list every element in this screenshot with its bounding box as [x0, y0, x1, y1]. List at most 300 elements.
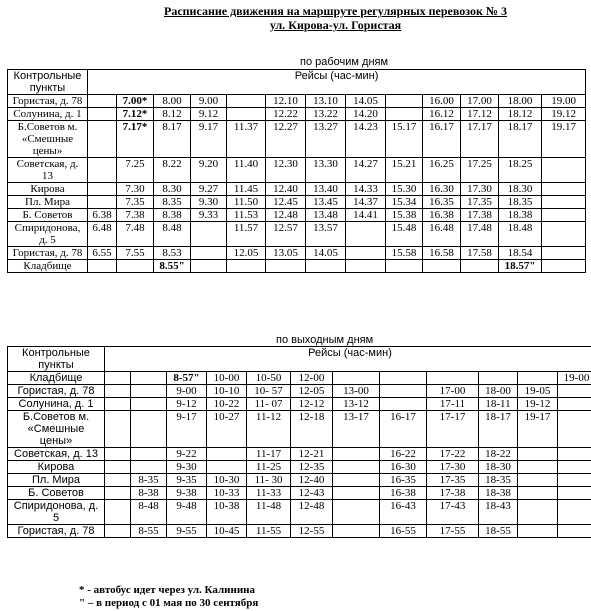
time-cell: 6.55 [88, 247, 117, 260]
time-cell: 18.57" [499, 260, 542, 273]
time-cell: 11- 07 [247, 398, 291, 411]
time-cell: 14.05 [346, 95, 386, 108]
time-cell: 9-38 [167, 487, 207, 500]
table-row [8, 247, 586, 260]
table-row [8, 260, 586, 273]
stop-name: Б.Советов м. «Смешные цены» [8, 121, 88, 158]
time-cell [558, 385, 591, 398]
time-cell [131, 461, 167, 474]
time-cell [333, 448, 380, 461]
time-cell: 14.37 [346, 196, 386, 209]
time-cell [518, 525, 558, 538]
time-cell: 8.55" [154, 260, 191, 273]
time-cell [333, 474, 380, 487]
time-cell: 7.00* [117, 95, 154, 108]
time-cell: 12-35 [291, 461, 333, 474]
time-cell: 16-30 [380, 461, 427, 474]
time-cell [518, 461, 558, 474]
time-cell [207, 461, 247, 474]
time-cell: 12-12 [291, 398, 333, 411]
runs-header [88, 70, 586, 95]
time-cell [207, 448, 247, 461]
time-cell: 16.12 [423, 108, 461, 121]
time-cell [558, 448, 591, 461]
time-cell [333, 372, 380, 385]
time-cell: 8.12 [154, 108, 191, 121]
time-cell: 17-35 [427, 474, 479, 487]
runs-header-text: Рейсы (час-мин) [308, 347, 392, 359]
time-cell: 13.40 [306, 183, 346, 196]
time-cell: 16.58 [423, 247, 461, 260]
stop-name: Советская, д. 13 [8, 448, 105, 461]
time-cell: 13.57 [306, 222, 346, 247]
time-cell: 10-10 [207, 385, 247, 398]
time-cell: 16.25 [423, 158, 461, 183]
time-cell: 18-22 [479, 448, 518, 461]
time-cell: 18.12 [499, 108, 542, 121]
time-cell [191, 222, 227, 247]
weekday-caption: по рабочим дням [300, 56, 389, 68]
time-cell [542, 196, 586, 209]
time-cell: 16-43 [380, 500, 427, 525]
time-cell: 16.38 [423, 209, 461, 222]
time-cell: 18-43 [479, 500, 518, 525]
time-cell: 8-57" [167, 372, 207, 385]
table-row [8, 487, 591, 500]
stop-name: Спиридонова, д. 5 [8, 222, 88, 247]
weekday-schedule-table [7, 69, 586, 273]
time-cell: 19-17 [518, 411, 558, 448]
stop-name: Кирова [8, 461, 105, 474]
time-cell: 19.17 [542, 121, 586, 158]
time-cell: 18-30 [479, 461, 518, 474]
time-cell: 14.23 [346, 121, 386, 158]
table-row [8, 448, 591, 461]
time-cell: 15.17 [386, 121, 423, 158]
time-cell [105, 385, 131, 398]
stop-name: Б. Советов [8, 487, 105, 500]
time-cell [346, 260, 386, 273]
time-cell [346, 247, 386, 260]
time-cell: 8.00 [154, 95, 191, 108]
time-cell: 15.38 [386, 209, 423, 222]
weekend-header-row [8, 347, 591, 372]
time-cell [380, 372, 427, 385]
time-cell: 15.34 [386, 196, 423, 209]
time-cell: 6.48 [88, 222, 117, 247]
runs-header [105, 347, 591, 372]
time-cell [542, 247, 586, 260]
stop-name: Пл. Мира [8, 474, 105, 487]
stop-name: Кладбище [8, 372, 105, 385]
footnote-quote: " – в период с 01 мая по 30 сентября [79, 597, 259, 609]
time-cell: 11-55 [247, 525, 291, 538]
time-cell: 11.45 [227, 183, 266, 196]
table-row [8, 398, 591, 411]
time-cell: 10-38 [207, 500, 247, 525]
time-cell [333, 487, 380, 500]
time-cell: 12.05 [227, 247, 266, 260]
time-cell: 12-18 [291, 411, 333, 448]
time-cell [105, 372, 131, 385]
time-cell: 10-33 [207, 487, 247, 500]
time-cell: 18.38 [499, 209, 542, 222]
time-cell: 12.48 [266, 209, 306, 222]
time-cell [427, 372, 479, 385]
time-cell: 12.10 [266, 95, 306, 108]
time-cell [558, 500, 591, 525]
time-cell: 8-55 [131, 525, 167, 538]
time-cell [105, 448, 131, 461]
time-cell: 8-35 [131, 474, 167, 487]
time-cell: 17-11 [427, 398, 479, 411]
time-cell: 19-05 [518, 385, 558, 398]
time-cell [117, 260, 154, 273]
table-row [8, 525, 591, 538]
time-cell: 17.25 [461, 158, 499, 183]
time-cell: 19-12 [518, 398, 558, 411]
time-cell: 11-25 [247, 461, 291, 474]
time-cell: 16-55 [380, 525, 427, 538]
time-cell: 7.25 [117, 158, 154, 183]
time-cell: 18.54 [499, 247, 542, 260]
time-cell: 14.41 [346, 209, 386, 222]
time-cell: 13.45 [306, 196, 346, 209]
time-cell [518, 372, 558, 385]
time-cell: 16.30 [423, 183, 461, 196]
time-cell: 17.17 [461, 121, 499, 158]
time-cell [88, 95, 117, 108]
time-cell: 12.22 [266, 108, 306, 121]
time-cell: 9-48 [167, 500, 207, 525]
time-cell [518, 448, 558, 461]
time-cell: 16-22 [380, 448, 427, 461]
time-cell [105, 461, 131, 474]
time-cell: 9.17 [191, 121, 227, 158]
time-cell: 17-22 [427, 448, 479, 461]
time-cell: 12.57 [266, 222, 306, 247]
time-cell: 9-22 [167, 448, 207, 461]
stop-name: Гористая, д. 78 [8, 247, 88, 260]
stop-name: Солунина, д. 1 [8, 398, 105, 411]
time-cell: 11.57 [227, 222, 266, 247]
time-cell: 7.55 [117, 247, 154, 260]
time-cell: 10-00 [207, 372, 247, 385]
time-cell: 14.05 [306, 247, 346, 260]
stops-header: Контрольные пункты [8, 70, 88, 95]
time-cell: 13.27 [306, 121, 346, 158]
time-cell: 12.45 [266, 196, 306, 209]
time-cell: 13-12 [333, 398, 380, 411]
table-row [8, 461, 591, 474]
footnote-star: * - автобус идет через ул. Калинина [79, 584, 256, 596]
time-cell [558, 398, 591, 411]
time-cell [88, 196, 117, 209]
stop-name: Гористая, д. 78 [8, 385, 105, 398]
time-cell: 11- 30 [247, 474, 291, 487]
time-cell: 19.00 [542, 95, 586, 108]
time-cell [386, 95, 423, 108]
time-cell: 8.30 [154, 183, 191, 196]
time-cell: 9-17 [167, 411, 207, 448]
time-cell: 9.33 [191, 209, 227, 222]
time-cell: 17.00 [461, 95, 499, 108]
time-cell [558, 487, 591, 500]
time-cell: 18.17 [499, 121, 542, 158]
time-cell: 9-35 [167, 474, 207, 487]
time-cell: 12.40 [266, 183, 306, 196]
time-cell: 13.48 [306, 209, 346, 222]
time-cell: 10-30 [207, 474, 247, 487]
weekday-header-row [8, 70, 586, 95]
table-row [8, 108, 586, 121]
time-cell: 9.20 [191, 158, 227, 183]
time-cell: 19-00 [558, 372, 591, 385]
time-cell: 17-38 [427, 487, 479, 500]
table-row [8, 183, 586, 196]
time-cell [105, 487, 131, 500]
time-cell [131, 385, 167, 398]
time-cell: 17.30 [461, 183, 499, 196]
time-cell: 10- 57 [247, 385, 291, 398]
table-row [8, 372, 591, 385]
table-row [8, 222, 586, 247]
table-row [8, 411, 591, 448]
time-cell: 10-50 [247, 372, 291, 385]
stop-name: Гористая, д. 78 [8, 525, 105, 538]
time-cell: 9.12 [191, 108, 227, 121]
time-cell: 8.22 [154, 158, 191, 183]
time-cell: 13-00 [333, 385, 380, 398]
time-cell: 13.22 [306, 108, 346, 121]
time-cell: 9.27 [191, 183, 227, 196]
time-cell [558, 525, 591, 538]
table-row [8, 385, 591, 398]
time-cell: 15.21 [386, 158, 423, 183]
time-cell [88, 121, 117, 158]
time-cell: 16.00 [423, 95, 461, 108]
time-cell [423, 260, 461, 273]
stops-header: Контрольные пункты [8, 347, 105, 372]
time-cell [542, 183, 586, 196]
weekend-caption: по выходным дням [276, 334, 374, 346]
time-cell: 18-38 [479, 487, 518, 500]
time-cell [227, 95, 266, 108]
time-cell: 13.10 [306, 95, 346, 108]
time-cell: 15.30 [386, 183, 423, 196]
time-cell: 6.38 [88, 209, 117, 222]
time-cell: 12-55 [291, 525, 333, 538]
time-cell: 8.53 [154, 247, 191, 260]
time-cell: 12.30 [266, 158, 306, 183]
time-cell: 16.48 [423, 222, 461, 247]
time-cell: 9.30 [191, 196, 227, 209]
time-cell [346, 222, 386, 247]
stop-name: Гористая, д. 78 [8, 95, 88, 108]
title-line-1: Расписание движения на маршруте регулярных перевозок № 3 [163, 4, 507, 18]
table-row [8, 500, 591, 525]
time-cell [306, 260, 346, 273]
runs-header-text: Рейсы (час-мин) [294, 70, 379, 82]
time-cell: 17.38 [461, 209, 499, 222]
time-cell: 11-48 [247, 500, 291, 525]
time-cell: 12.27 [266, 121, 306, 158]
time-cell: 13.30 [306, 158, 346, 183]
time-cell: 12-05 [291, 385, 333, 398]
time-cell: 16-35 [380, 474, 427, 487]
time-cell: 18.35 [499, 196, 542, 209]
weekend-schedule-table [7, 346, 591, 538]
time-cell: 18-11 [479, 398, 518, 411]
time-cell: 18.30 [499, 183, 542, 196]
time-cell [105, 500, 131, 525]
time-cell [380, 398, 427, 411]
time-cell: 17.12 [461, 108, 499, 121]
time-cell [558, 461, 591, 474]
time-cell: 9-00 [167, 385, 207, 398]
time-cell: 11-33 [247, 487, 291, 500]
table-row [8, 158, 586, 183]
time-cell: 18.25 [499, 158, 542, 183]
time-cell: 8.48 [154, 222, 191, 247]
time-cell [542, 209, 586, 222]
time-cell: 15.48 [386, 222, 423, 247]
time-cell: 14.33 [346, 183, 386, 196]
time-cell: 12-00 [291, 372, 333, 385]
time-cell [333, 461, 380, 474]
time-cell: 18-00 [479, 385, 518, 398]
time-cell: 14.27 [346, 158, 386, 183]
time-cell: 8-48 [131, 500, 167, 525]
stop-name: Б. Советов [8, 209, 88, 222]
time-cell: 17.35 [461, 196, 499, 209]
time-cell: 15.58 [386, 247, 423, 260]
time-cell: 16-38 [380, 487, 427, 500]
time-cell: 10-22 [207, 398, 247, 411]
time-cell: 18.48 [499, 222, 542, 247]
time-cell: 11.37 [227, 121, 266, 158]
time-cell [88, 108, 117, 121]
time-cell [191, 247, 227, 260]
time-cell: 13-17 [333, 411, 380, 448]
time-cell: 9-55 [167, 525, 207, 538]
time-cell [542, 222, 586, 247]
time-cell [105, 398, 131, 411]
time-cell [380, 385, 427, 398]
time-cell: 7.35 [117, 196, 154, 209]
time-cell [131, 372, 167, 385]
time-cell: 9.00 [191, 95, 227, 108]
time-cell: 11-12 [247, 411, 291, 448]
title-line-2: ул. Кирова-ул. Гористая [269, 18, 402, 32]
time-cell [88, 158, 117, 183]
time-cell: 18-35 [479, 474, 518, 487]
time-cell [558, 411, 591, 448]
stop-name: Пл. Мира [8, 196, 88, 209]
time-cell: 17.58 [461, 247, 499, 260]
time-cell [88, 183, 117, 196]
time-cell [88, 260, 117, 273]
time-cell: 16-17 [380, 411, 427, 448]
time-cell: 7.30 [117, 183, 154, 196]
time-cell: 17-30 [427, 461, 479, 474]
time-cell: 16.35 [423, 196, 461, 209]
time-cell: 18-17 [479, 411, 518, 448]
time-cell: 17-00 [427, 385, 479, 398]
time-cell: 11.50 [227, 196, 266, 209]
time-cell: 7.12* [117, 108, 154, 121]
time-cell: 8.17 [154, 121, 191, 158]
table-row [8, 121, 586, 158]
stop-name: Спиридонова, д. 5 [8, 500, 105, 525]
time-cell [386, 260, 423, 273]
time-cell [518, 487, 558, 500]
time-cell: 8.35 [154, 196, 191, 209]
time-cell: 17.48 [461, 222, 499, 247]
time-cell: 10-27 [207, 411, 247, 448]
time-cell: 16.17 [423, 121, 461, 158]
stop-name: Кирова [8, 183, 88, 196]
table-row [8, 474, 591, 487]
time-cell [105, 474, 131, 487]
time-cell: 7.38 [117, 209, 154, 222]
time-cell [266, 260, 306, 273]
time-cell [105, 525, 131, 538]
time-cell [333, 525, 380, 538]
time-cell [518, 500, 558, 525]
time-cell: 9-30 [167, 461, 207, 474]
time-cell [333, 500, 380, 525]
stop-name: Б.Советов м. «Смешные цены» [8, 411, 105, 448]
time-cell [542, 158, 586, 183]
time-cell [558, 474, 591, 487]
time-cell [227, 108, 266, 121]
stop-name: Советская, д. 13 [8, 158, 88, 183]
time-cell: 17-55 [427, 525, 479, 538]
time-cell [386, 108, 423, 121]
time-cell [191, 260, 227, 273]
time-cell: 13.05 [266, 247, 306, 260]
time-cell [131, 448, 167, 461]
table-row [8, 196, 586, 209]
time-cell [131, 398, 167, 411]
time-cell: 14.20 [346, 108, 386, 121]
table-row [8, 95, 586, 108]
time-cell: 8.38 [154, 209, 191, 222]
time-cell [227, 260, 266, 273]
time-cell: 18.00 [499, 95, 542, 108]
time-cell [461, 260, 499, 273]
time-cell: 17-17 [427, 411, 479, 448]
time-cell [518, 474, 558, 487]
time-cell [479, 372, 518, 385]
time-cell: 17-43 [427, 500, 479, 525]
time-cell: 12-21 [291, 448, 333, 461]
time-cell: 9-12 [167, 398, 207, 411]
time-cell [542, 260, 586, 273]
time-cell: 11-17 [247, 448, 291, 461]
time-cell: 19.12 [542, 108, 586, 121]
time-cell: 7.17* [117, 121, 154, 158]
stop-name: Кладбище [8, 260, 88, 273]
time-cell: 12-43 [291, 487, 333, 500]
time-cell: 12-40 [291, 474, 333, 487]
time-cell: 10-45 [207, 525, 247, 538]
stop-name: Солунина, д. 1 [8, 108, 88, 121]
table-row [8, 209, 586, 222]
time-cell: 11.53 [227, 209, 266, 222]
time-cell: 7.48 [117, 222, 154, 247]
